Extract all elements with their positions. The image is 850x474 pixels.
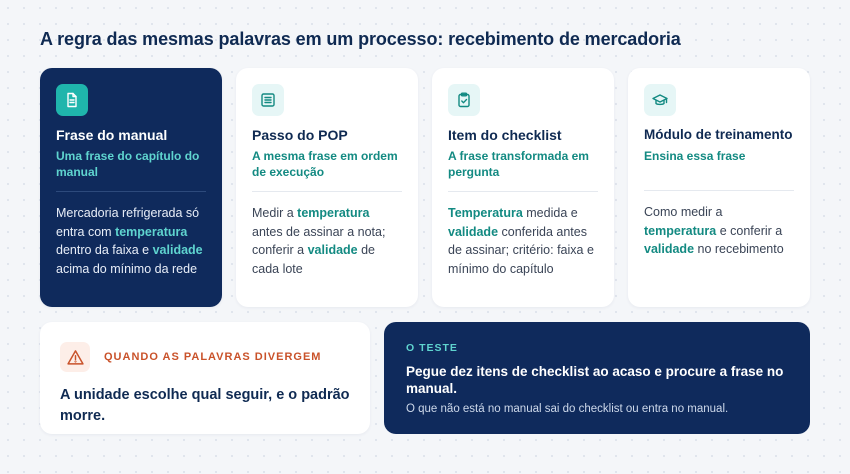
card-title: Passo do POP [252,127,348,143]
list-icon [252,84,284,116]
test-label: O TESTE [406,342,458,354]
card-body: Medir a temperatura antes de assinar a nota; conferir a validade de cada lote [252,206,386,276]
card-subtitle: Ensina essa frase [644,149,746,163]
warning-label: QUANDO AS PALAVRAS DIVERGEM [104,351,322,363]
card-subtitle: A frase transformada em pergunta [448,149,589,179]
clipboard-check-icon [448,84,480,116]
divider [448,191,598,192]
card-body: Temperatura medida e validade conferida antes de assinar; critério: faixa e mínimo do capítulo [448,206,594,276]
page-title: A regra das mesmas palavras em um processo: recebimento de mercadoria [40,29,681,49]
test-note: O que não está no manual sai do checklist ou entra no manual. [406,403,729,415]
test-title: Pegue dez itens de checklist ao acaso e procure a frase no manual. [406,364,784,396]
card-checklist-item [432,68,614,307]
keyword-highlight: temperatura [115,224,188,239]
warning-text: A unidade escolhe qual seguir, e o padrão morre. [60,387,350,424]
keyword-highlight: validade [152,243,203,257]
document-icon [56,84,88,116]
divider [56,191,206,192]
card-title: Frase do manual [56,127,168,143]
card-title: Item do checklist [448,127,562,143]
keyword-highlight: temperatura [297,206,370,220]
card-subtitle: A mesma frase em ordem de execução [252,149,398,179]
keyword-highlight: validade [448,224,499,239]
card-body: Como medir a temperatura e conferir a validade no recebimento [644,205,784,256]
card-title: Módulo de treinamento [644,127,793,142]
card-pop-step [236,68,418,307]
graduation-cap-icon [644,84,676,116]
card-training-module [628,68,810,307]
divider [644,190,794,191]
keyword-highlight: validade [644,242,695,256]
card-body: Mercadoria refrigerada só entra com temperatura dentro da faixa e validade acima do mínimo da rede [56,206,203,276]
card-subtitle: Uma frase do capítulo do manual [56,149,200,179]
keyword-highlight: Temperatura [448,206,523,220]
warning-triangle-icon [60,342,90,372]
test-panel [384,322,810,434]
divider [252,191,402,192]
warning-panel [40,322,370,434]
keyword-highlight: temperatura [644,223,717,238]
keyword-highlight: validade [307,243,358,257]
card-manual-phrase [40,68,222,307]
